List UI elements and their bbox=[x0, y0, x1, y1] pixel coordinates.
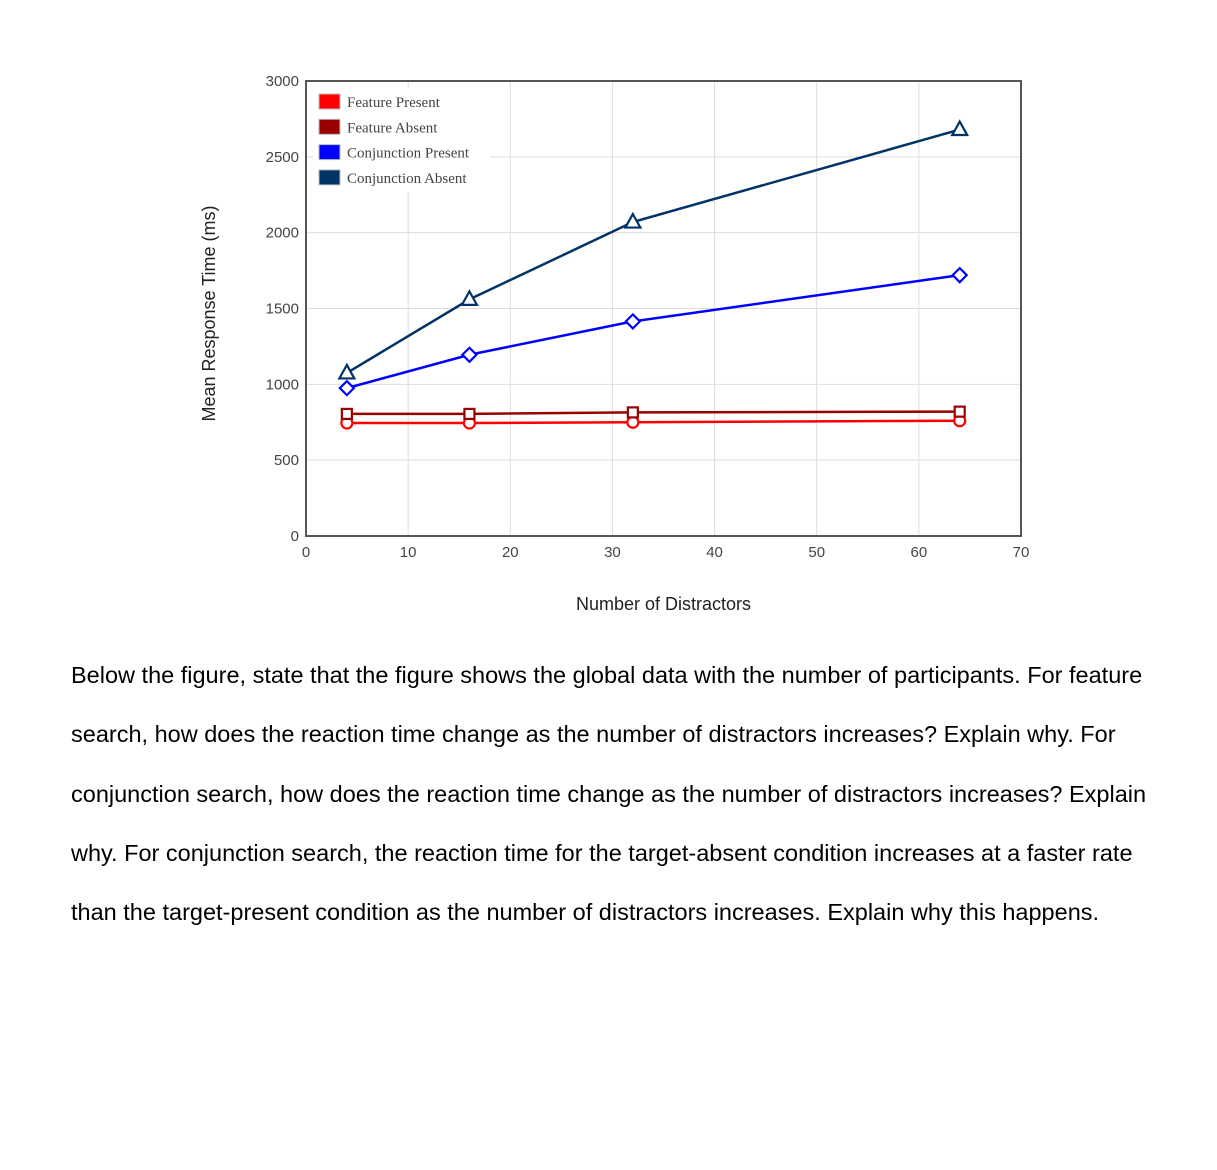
diamond-marker bbox=[462, 348, 476, 362]
x-tick-label: 20 bbox=[501, 544, 519, 561]
x-tick-label: 50 bbox=[808, 544, 826, 561]
y-tick-label: 3000 bbox=[265, 73, 299, 90]
y-tick-labels bbox=[266, 73, 299, 545]
diamond-marker bbox=[953, 268, 967, 282]
x-tick-label: 70 bbox=[1012, 544, 1030, 561]
triangle-marker bbox=[952, 122, 967, 136]
triangle-marker bbox=[339, 365, 354, 379]
x-tick-label: 60 bbox=[910, 544, 928, 561]
series-conjunction-present bbox=[340, 268, 967, 395]
series-line-conjunction-present bbox=[347, 275, 960, 388]
legend-swatch bbox=[319, 170, 340, 185]
x-axis-title: Number of Distractors bbox=[575, 594, 752, 614]
square-marker bbox=[464, 409, 474, 419]
x-tick-label: 0 bbox=[301, 544, 311, 561]
x-tick-labels bbox=[302, 544, 1030, 561]
series-line-feature-present bbox=[347, 421, 960, 423]
y-axis-title: Mean Response Time (ms) bbox=[199, 205, 219, 422]
legend-label: Conjunction Absent bbox=[347, 170, 467, 187]
diamond-marker bbox=[626, 314, 640, 328]
x-tick-label: 30 bbox=[604, 544, 621, 561]
y-tick-label: 0 bbox=[290, 528, 299, 545]
x-tick-label: 40 bbox=[706, 544, 723, 561]
series-line-feature-absent bbox=[347, 412, 960, 414]
y-tick-label: 1000 bbox=[265, 376, 299, 394]
legend-swatch bbox=[319, 94, 340, 109]
legend-swatch bbox=[319, 145, 340, 160]
x-tick-label: 10 bbox=[399, 544, 417, 561]
y-tick-label: 2000 bbox=[265, 224, 299, 242]
square-marker bbox=[628, 407, 638, 417]
y-tick-label: 2500 bbox=[265, 148, 299, 166]
square-marker bbox=[955, 407, 965, 417]
question-prompt: Below the figure, state that the figure shows the global data with the number of participants. For feature search, how does the reaction time change as the number of distractors increases? Explain why. For conjunction search, how does the reaction time change as the number of distractors increases? Explain why. For conjunction search, the reaction time for the target-absent condition increases at a faster rate than the target-present condition as the number of distractors increases. Explain why this happens. bbox=[71, 662, 1147, 926]
legend-label: Feature Present bbox=[347, 95, 440, 111]
legend-label: Conjunction Present bbox=[347, 145, 470, 162]
legend-swatch bbox=[319, 119, 340, 134]
series-feature-absent bbox=[342, 407, 965, 419]
diamond-marker bbox=[340, 381, 354, 395]
y-tick-label: 1500 bbox=[265, 300, 299, 318]
square-marker bbox=[342, 409, 352, 419]
legend-label: Feature Absent bbox=[347, 120, 438, 137]
series-feature-present bbox=[341, 415, 965, 428]
legend bbox=[313, 88, 490, 192]
y-tick-label: 500 bbox=[273, 452, 299, 470]
